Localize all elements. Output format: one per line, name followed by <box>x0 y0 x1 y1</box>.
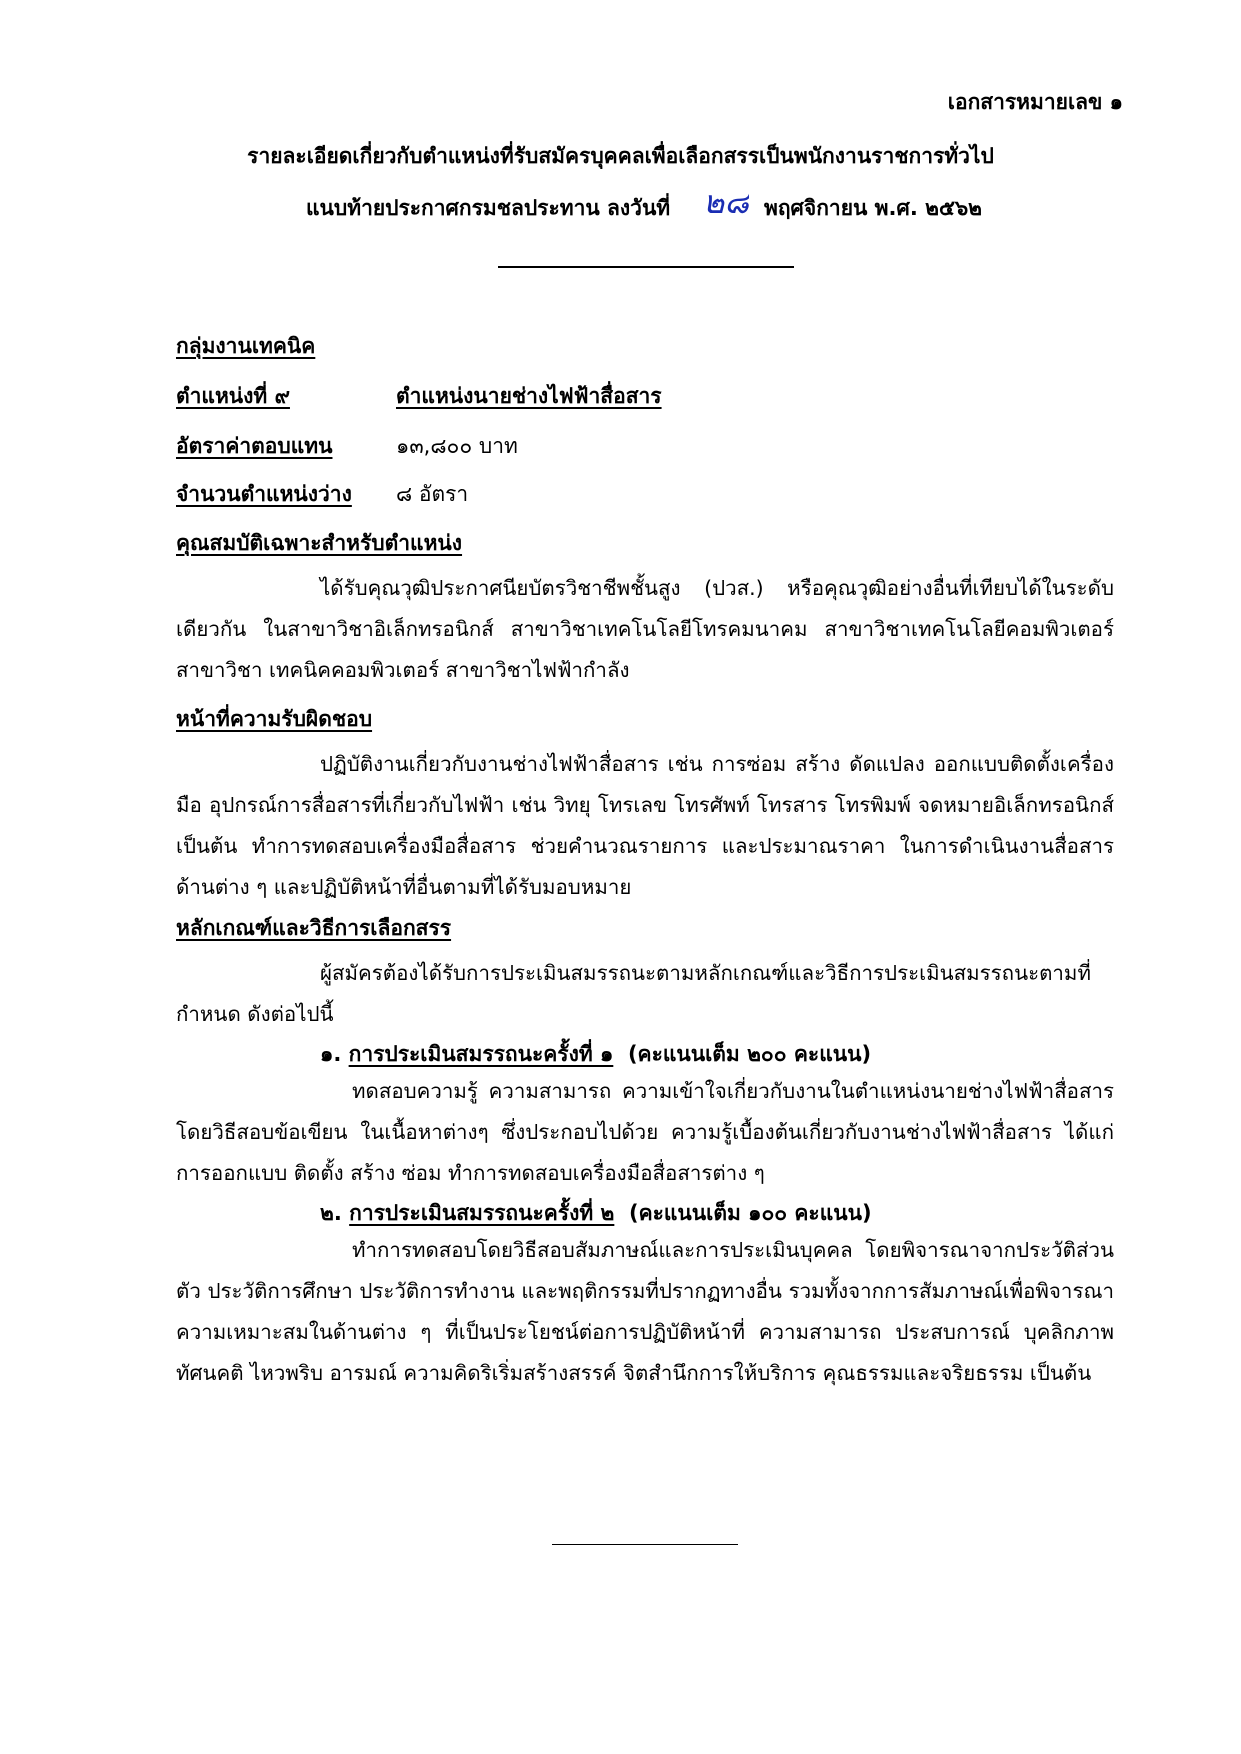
round1-score: (คะแนนเต็ม ๒๐๐ คะแนน) <box>627 1042 872 1066</box>
round1-title: การประเมินสมรรถนะครั้งที่ ๑ <box>348 1042 614 1066</box>
qualifications-text: ได้รับคุณวุฒิประกาศนียบัตรวิชาชีพชั้นสูง (ปวส.) หรือคุณวุฒิอย่างอื่นที่เทียบได้ในระดับเดียวกัน ในสาขาวิชาอิเล็กทรอนิกส์ สาขาวิชาเทคโนโลยีโทรคมนาคม สาขาวิชาเทคโนโลยีคอมพิวเตอร์สาขาวิชา เทคนิคคอมพิวเตอร์ สาขาวิชาไฟฟ้ากำลัง <box>176 576 1114 682</box>
round1-heading <box>320 1038 871 1071</box>
position-value: ตำแหน่งนายช่างไฟฟ้าสื่อสาร <box>396 384 662 408</box>
round2-number: ๒. <box>320 1201 342 1225</box>
document-subtitle-suffix: พฤศจิกายน พ.ศ. ๒๕๖๒ <box>764 196 983 220</box>
document-title: รายละเอียดเกี่ยวกับตำแหน่งที่รับสมัครบุคคลเพื่อเลือกสรรเป็นพนักงานราชการทั่วไป <box>247 144 994 168</box>
qualifications-heading: คุณสมบัติเฉพาะสำหรับตำแหน่ง <box>176 531 463 555</box>
title-divider <box>498 266 794 268</box>
round1-text: ทดสอบความรู้ ความสามารถ ความเข้าใจเกี่ยวกับงานในตำแหน่งนายช่างไฟฟ้าสื่อสาร โดยวิธีสอบข้อเขียน ในเนื้อหาต่างๆ ซึ่งประกอบไปด้วย ความรู้เบื้องต้นเกี่ยวกับงานช่างไฟฟ้าสื่อสาร ได้แก่ การออกแบบ ติดตั้ง สร้าง ซ่อม ทำการทดสอบเครื่องมือสื่อสารต่าง ๆ <box>176 1079 1114 1185</box>
end-divider <box>552 1544 738 1545</box>
handwritten-day-number <box>703 180 749 222</box>
salary-label: อัตราค่าตอบแทน <box>176 434 333 458</box>
duties-text: ปฏิบัติงานเกี่ยวกับงานช่างไฟฟ้าสื่อสาร เช่น การซ่อม สร้าง ดัดแปลง ออกแบบติดตั้งเครื่องมือ อุปกรณ์การสื่อสารที่เกี่ยวกับไฟฟ้า เช่น วิทยุ โทรเลข โทรศัพท์ โทรสาร โทรพิมพ์ จดหมายอิเล็กทรอนิกส์ เป็นต้น ทำการทดสอบเครื่องมือสื่อสาร ช่วยคำนวณรายการ และประมาณราคา ในการดำเนินงานสื่อสารด้านต่าง ๆ และปฏิบัติหน้าที่อื่นตามที่ได้รับมอบหมาย <box>176 752 1114 899</box>
position-label: ตำแหน่งที่ ๙ <box>176 384 290 408</box>
salary-value: ๑๓,๘๐๐ บาท <box>396 434 518 458</box>
document-subtitle-prefix: แนบท้ายประกาศกรมชลประทาน ลงวันที่ <box>306 196 671 220</box>
vacancies-value: ๘ อัตรา <box>396 482 469 506</box>
round2-score: (คะแนนเต็ม ๑๐๐ คะแนน) <box>628 1201 872 1225</box>
criteria-intro: ผู้สมัครต้องได้รับการประเมินสมรรถนะตามหลักเกณฑ์และวิธีการประเมินสมรรถนะตามที่กำหนด ดังต่อไปนี้ <box>176 961 1091 1026</box>
document-number: เอกสารหมายเลข ๑ <box>947 90 1123 114</box>
svg-text:๒๘: ๒๘ <box>703 183 749 221</box>
duties-heading: หน้าที่ความรับผิดชอบ <box>176 707 373 731</box>
group-heading: กลุ่มงานเทคนิค <box>176 334 316 358</box>
round2-text: ทำการทดสอบโดยวิธีสอบสัมภาษณ์และการประเมินบุคคล โดยพิจารณาจากประวัติส่วนตัว ประวัติการศึกษา ประวัติการทำงาน และพฤติกรรมที่ปรากฏทางอื่น รวมทั้งจากการสัมภาษณ์เพื่อพิจารณา ความเหมาะสมในด้านต่าง ๆ ที่เป็นประโยชน์ต่อการปฏิบัติหน้าที่ ความสามารถ ประสบการณ์ บุคลิกภาพ ทัศนคติ ไหวพริบ อารมณ์ ความคิดริเริ่มสร้างสรรค์ จิตสำนึกการให้บริการ คุณธรรมและจริยธรรม เป็นต้น <box>176 1238 1114 1385</box>
criteria-heading: หลักเกณฑ์และวิธีการเลือกสรร <box>176 916 452 940</box>
vacancies-label: จำนวนตำแหน่งว่าง <box>176 482 352 506</box>
round1-number: ๑. <box>320 1042 342 1066</box>
round2-title: การประเมินสมรรถนะครั้งที่ ๒ <box>349 1201 615 1225</box>
round2-heading <box>320 1197 872 1230</box>
